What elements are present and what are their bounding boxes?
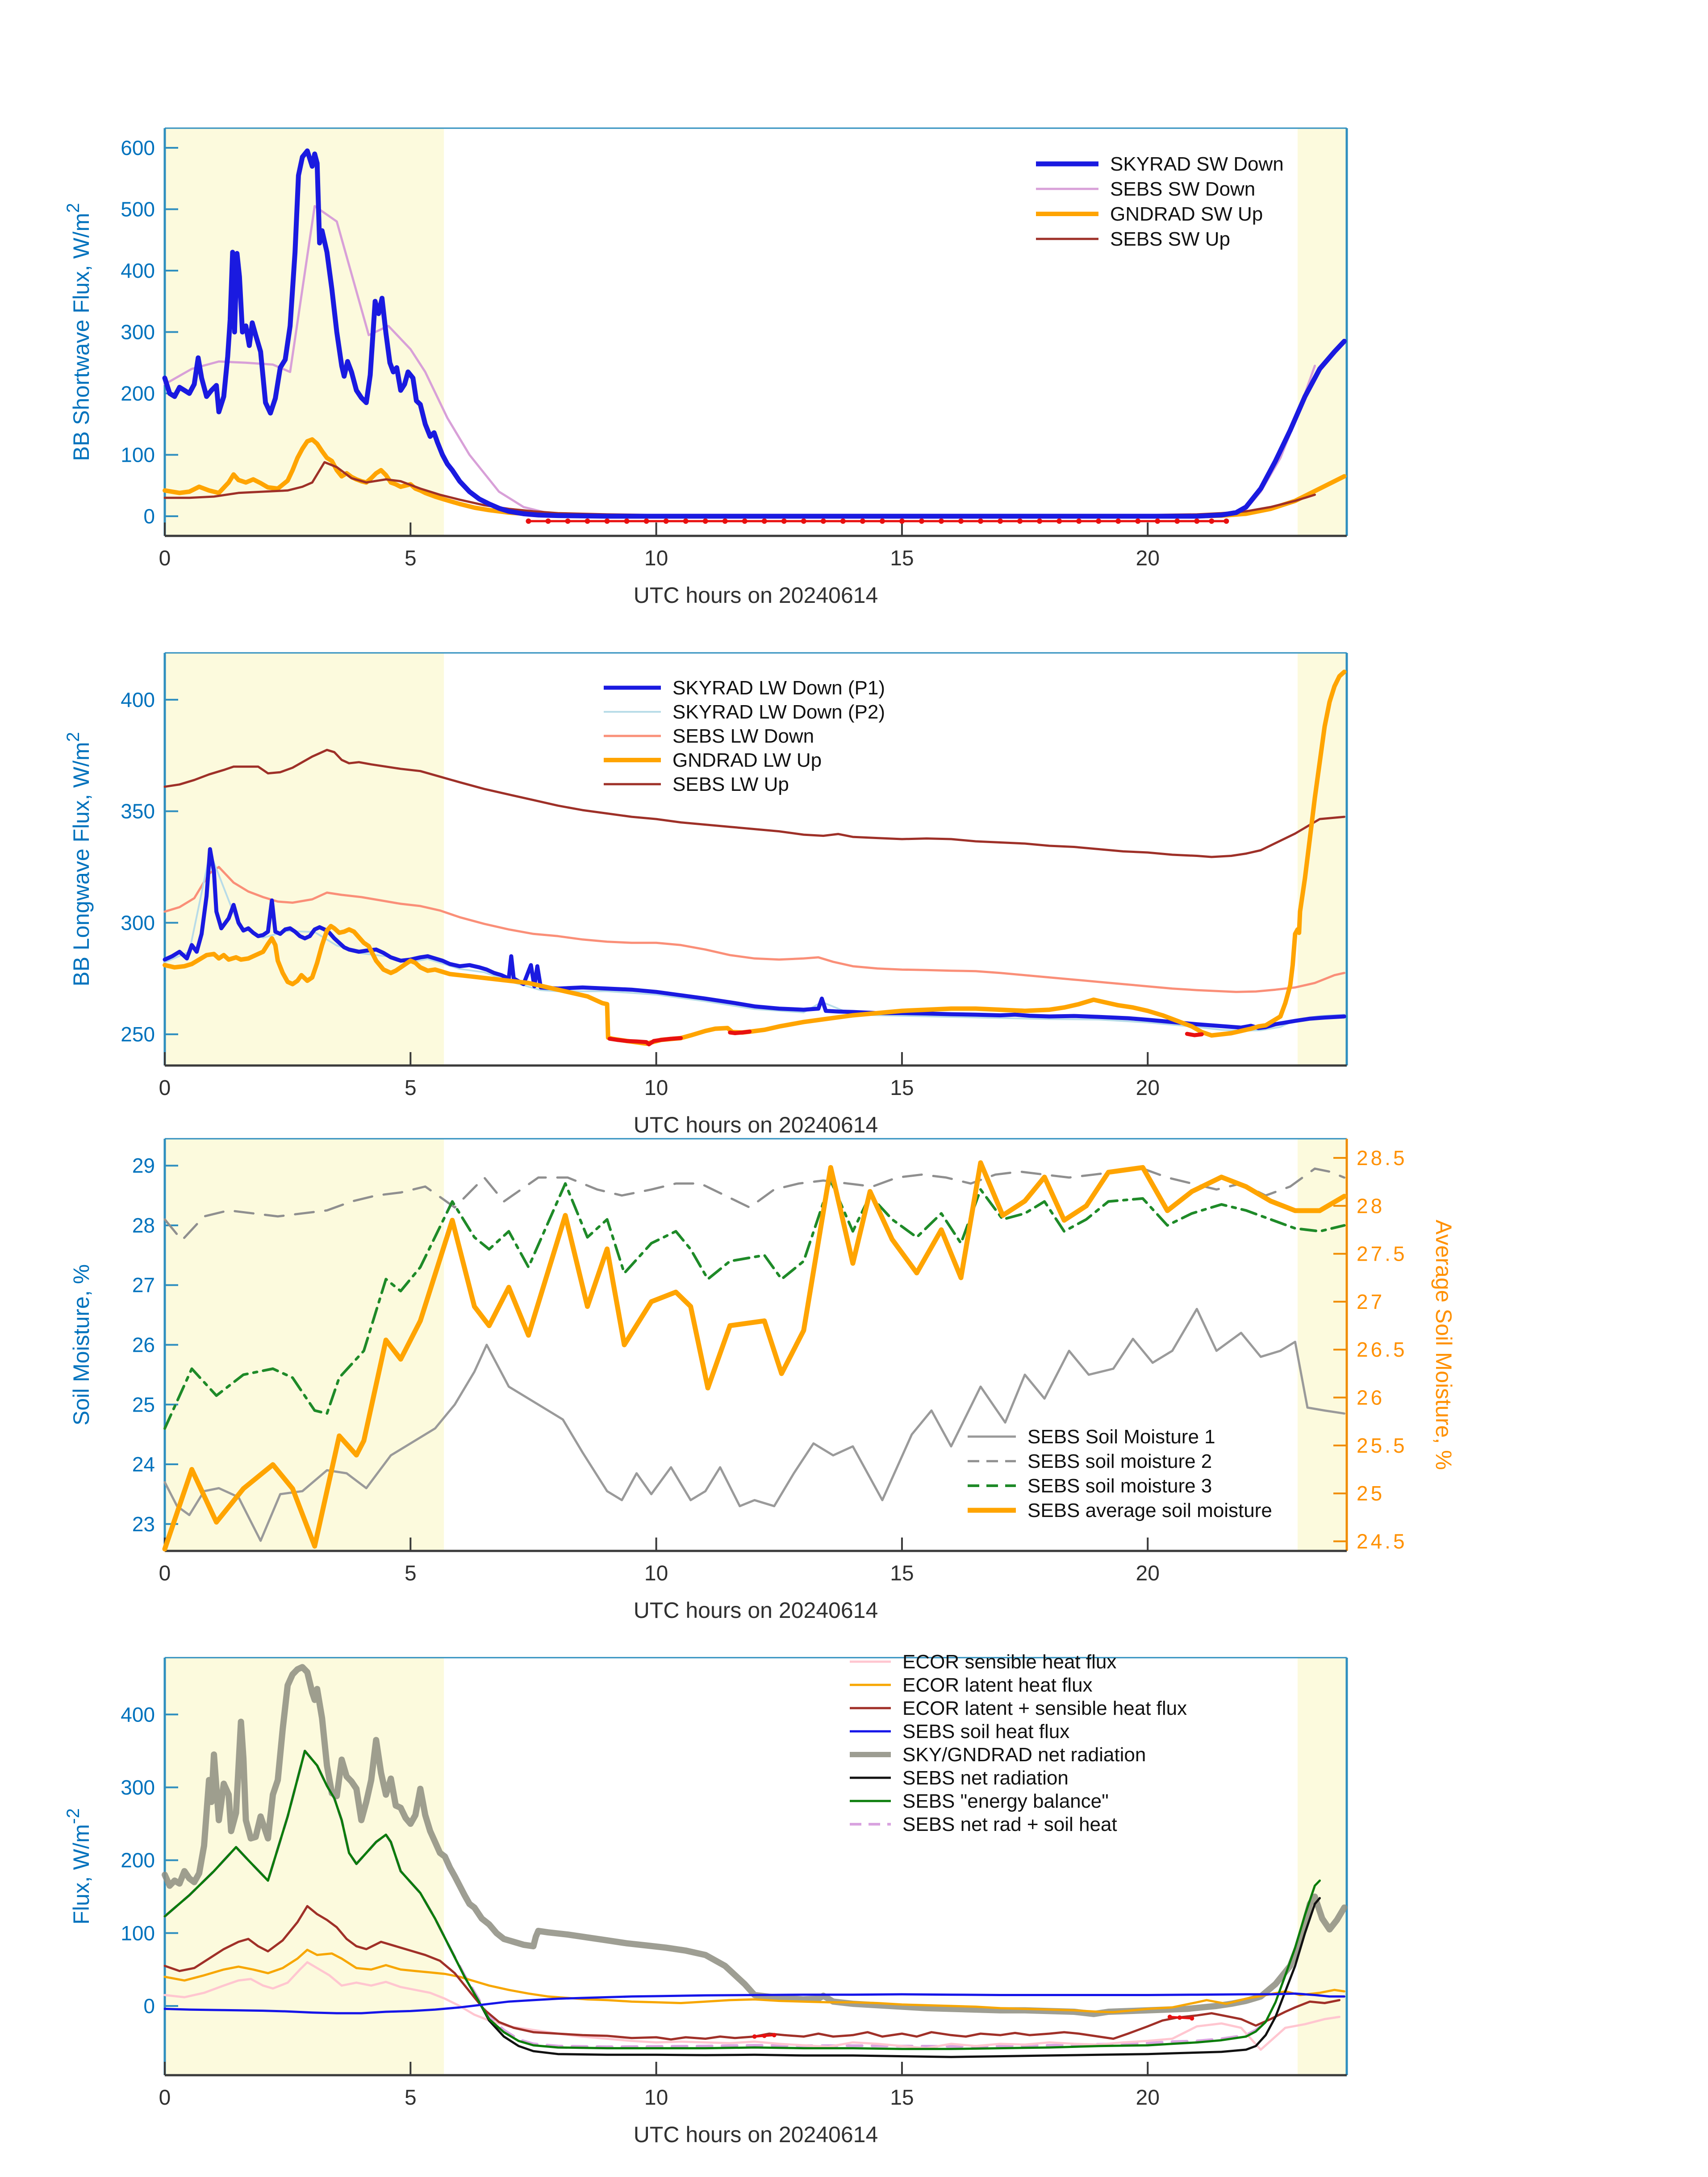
marker-sw_flagged	[978, 518, 983, 524]
x-tick-label: 20	[1136, 1076, 1160, 1100]
right-tick-label: 27.5	[1357, 1242, 1407, 1266]
x-tick-label: 15	[890, 1076, 914, 1100]
legend-item-sm_avg[interactable]	[968, 1500, 1272, 1521]
right-tick-label: 27	[1357, 1290, 1385, 1313]
legend-label: SEBS LW Down	[672, 725, 814, 747]
chart-lw	[63, 653, 1347, 1137]
y-axis-title: BB Shortwave Flux, $W/m^2$	[63, 203, 94, 461]
right-tick-label: 26.5	[1357, 1338, 1407, 1362]
y-tick-label: 600	[121, 136, 155, 159]
marker-flux_flag_a	[772, 2033, 777, 2037]
y-tick-label: 300	[121, 911, 155, 935]
marker-sw_flagged	[1057, 518, 1062, 524]
marker-sw_flagged	[644, 518, 649, 524]
legend-item-sky_gnd_netrad[interactable]	[850, 1744, 1146, 1766]
marker-sw_flagged	[1209, 518, 1214, 524]
right-tick-label: 28.5	[1357, 1146, 1407, 1170]
x-tick-label: 20	[1136, 547, 1160, 570]
night-band	[165, 653, 444, 1066]
marker-sw_flagged	[664, 518, 669, 524]
night-band	[1298, 653, 1347, 1066]
marker-sw_flagged	[1076, 518, 1082, 524]
y-axis-title: BB Longwave Flux, $W/m^2$	[63, 732, 94, 986]
marker-sw_flagged	[1135, 518, 1140, 524]
legend-label: SKY/GNDRAD net radiation	[902, 1744, 1146, 1766]
y-tick-label: 350	[121, 799, 155, 823]
legend-label: SEBS LW Up	[672, 773, 789, 795]
marker-sw_flagged	[880, 518, 885, 524]
legend-item-sebs_sw_down[interactable]	[1036, 178, 1255, 200]
right-tick-label: 28	[1357, 1194, 1385, 1218]
x-tick-label: 5	[404, 1562, 417, 1585]
x-tick-label: 0	[159, 1562, 171, 1585]
night-band	[165, 128, 444, 536]
legend-label: ECOR sensible heat flux	[902, 1651, 1117, 1673]
marker-sw_flagged	[1115, 518, 1121, 524]
legend-item-skyrad_lw_p2[interactable]	[604, 701, 885, 723]
x-axis-title: UTC hours on 20240614	[633, 583, 878, 608]
legend-label: SEBS soil moisture 2	[1027, 1450, 1212, 1472]
x-tick-label: 0	[159, 1076, 171, 1100]
marker-sw_flagged	[683, 518, 689, 524]
y-tick-label: 250	[121, 1023, 155, 1046]
marker-flux_flag_a	[762, 2034, 767, 2038]
x-tick-label: 10	[644, 2086, 668, 2110]
marker-sw_flagged	[998, 518, 1003, 524]
legend-label: SKYRAD LW Down (P2)	[672, 701, 885, 723]
x-axis-title: UTC hours on 20240614	[633, 1598, 878, 1623]
legend-label: ECOR latent heat flux	[902, 1674, 1093, 1696]
x-tick-label: 15	[890, 547, 914, 570]
marker-sw_flagged	[958, 518, 964, 524]
x-axis-title: UTC hours on 20240614	[633, 1112, 878, 1137]
legend-item-ecor_latent[interactable]	[850, 1674, 1093, 1696]
chart-flux	[63, 1651, 1347, 2147]
legend-label: SKYRAD LW Down (P1)	[672, 677, 885, 699]
legend-label: SEBS Soil Moisture 1	[1027, 1426, 1215, 1448]
legend-label: GNDRAD SW Up	[1110, 203, 1263, 225]
y-axis-title: Soil Moisture, %	[69, 1264, 94, 1426]
x-tick-label: 10	[644, 1076, 668, 1100]
y-axis-title: Flux, $W/m^{-2}$	[63, 1808, 94, 1925]
marker-sw_flagged	[1037, 518, 1042, 524]
marker-sw_flagged	[801, 518, 806, 524]
marker-sw_flagged	[840, 518, 846, 524]
marker-sw_flagged	[821, 518, 826, 524]
y-tick-label: 300	[121, 320, 155, 344]
marker-sw_flagged	[605, 518, 610, 524]
marker-sw_flagged	[919, 518, 924, 524]
marker-sw_flagged	[545, 518, 551, 524]
y-tick-label: 400	[121, 259, 155, 282]
marker-sw_flagged	[703, 518, 708, 524]
y-tick-label: 0	[143, 505, 155, 528]
y-tick-label: 23	[132, 1512, 155, 1536]
legend-item-sebs_lw_down[interactable]	[604, 725, 814, 747]
legend-label: SEBS net radiation	[902, 1767, 1069, 1789]
x-axis-title: UTC hours on 20240614	[633, 2122, 878, 2147]
marker-sw_flagged	[1096, 518, 1101, 524]
y-tick-label: 26	[132, 1333, 155, 1357]
right-tick-label: 24.5	[1357, 1529, 1407, 1553]
marker-flux_flag_b	[1178, 2015, 1182, 2020]
legend-label: SEBS net rad + soil heat	[902, 1813, 1117, 1835]
marker-sw_flagged	[899, 518, 905, 524]
marker-sw_flagged	[565, 518, 571, 524]
marker-flux_flag_b	[1168, 2014, 1172, 2019]
legend-label: SEBS SW Down	[1110, 178, 1256, 200]
right-tick-label: 26	[1357, 1386, 1385, 1409]
right-tick-label: 25.5	[1357, 1433, 1407, 1457]
legend-item-gndrad_lw_up[interactable]	[604, 749, 822, 771]
x-tick-label: 0	[159, 2086, 171, 2110]
legend-label: GNDRAD LW Up	[672, 749, 822, 771]
marker-sw_flagged	[1155, 518, 1160, 524]
legend-item-sebs_netrad_soilheat[interactable]	[850, 1813, 1117, 1835]
legend-label: SEBS soil heat flux	[902, 1721, 1070, 1742]
chart-soil	[69, 1139, 1456, 1623]
legend-item-sebs_energy_balance[interactable]	[850, 1790, 1109, 1812]
legend-item-skyrad_lw_p1[interactable]	[604, 677, 885, 699]
marker-sw_flagged	[1194, 518, 1199, 524]
legend-label: SEBS soil moisture 3	[1027, 1475, 1212, 1497]
y-tick-label: 500	[121, 197, 155, 221]
right-tick-label: 25	[1357, 1482, 1385, 1505]
legend-label: SEBS "energy balance"	[902, 1790, 1109, 1812]
marker-sw_flagged	[762, 518, 767, 524]
marker-sw_flagged	[781, 518, 787, 524]
y-tick-label: 28	[132, 1213, 155, 1237]
y-tick-label: 100	[121, 1921, 155, 1945]
marker-sw_flagged	[526, 518, 531, 524]
y-tick-label: 0	[143, 1994, 155, 2018]
x-tick-label: 15	[890, 2086, 914, 2110]
y-tick-label: 300	[121, 1776, 155, 1799]
marker-sw_flagged	[860, 518, 865, 524]
x-tick-label: 20	[1136, 1562, 1160, 1585]
legend-item-sebs_sw_up[interactable]	[1036, 228, 1230, 250]
x-tick-label: 5	[404, 1076, 417, 1100]
legend-item-sm1[interactable]	[968, 1426, 1215, 1448]
marker-flux_flag_b	[1190, 2016, 1194, 2021]
marker-sw_flagged	[1224, 518, 1229, 524]
marker-sw_flagged	[1174, 518, 1180, 524]
legend-item-sebs_lw_up[interactable]	[604, 773, 789, 795]
y-tick-label: 24	[132, 1453, 155, 1476]
x-tick-label: 5	[404, 547, 417, 570]
y-tick-label: 200	[121, 382, 155, 405]
x-tick-label: 10	[644, 1562, 668, 1585]
marker-sw_flagged	[742, 518, 748, 524]
y-tick-label: 200	[121, 1848, 155, 1872]
marker-sw_flagged	[624, 518, 630, 524]
marker-sw_flagged	[939, 518, 944, 524]
legend-label: SKYRAD SW Down	[1110, 153, 1284, 175]
legend-label: SEBS average soil moisture	[1027, 1500, 1272, 1521]
legend-label: SEBS SW Up	[1110, 228, 1230, 250]
y-tick-label: 400	[121, 1703, 155, 1726]
x-tick-label: 0	[159, 547, 171, 570]
marker-sw_flagged	[722, 518, 728, 524]
y-tick-label: 27	[132, 1273, 155, 1297]
y-tick-label: 400	[121, 688, 155, 711]
x-tick-label: 10	[644, 547, 668, 570]
x-tick-label: 5	[404, 2086, 417, 2110]
legend-item-sm2[interactable]	[968, 1450, 1212, 1472]
y-tick-label: 25	[132, 1393, 155, 1417]
series-lw_flag_b	[730, 1032, 750, 1033]
legend-item-ecor_sensible[interactable]	[850, 1651, 1116, 1673]
night-band	[1298, 128, 1347, 536]
chart-sw	[63, 128, 1347, 608]
legend-item-gndrad_sw_up[interactable]	[1036, 203, 1263, 225]
legend-item-sm3[interactable]	[968, 1475, 1212, 1497]
right-axis-title: Average Soil Moisture, %	[1431, 1220, 1456, 1470]
y-tick-label: 100	[121, 443, 155, 467]
legend-item-sebs_soil_heat[interactable]	[850, 1721, 1069, 1742]
legend-label: ECOR latent + sensible heat flux	[902, 1697, 1187, 1719]
legend-item-sebs_netrad[interactable]	[850, 1767, 1069, 1789]
legend-item-ecor_lat_sens[interactable]	[850, 1697, 1187, 1719]
series-lw_flag_c	[1187, 1034, 1202, 1035]
y-tick-label: 29	[132, 1154, 155, 1178]
x-tick-label: 15	[890, 1562, 914, 1585]
marker-sw_flagged	[1017, 518, 1023, 524]
night-band	[1298, 1658, 1347, 2075]
marker-sw_flagged	[585, 518, 590, 524]
legend-item-skyrad_sw_down[interactable]	[1036, 153, 1284, 175]
x-tick-label: 20	[1136, 2086, 1160, 2110]
marker-flux_flag_a	[752, 2035, 757, 2039]
